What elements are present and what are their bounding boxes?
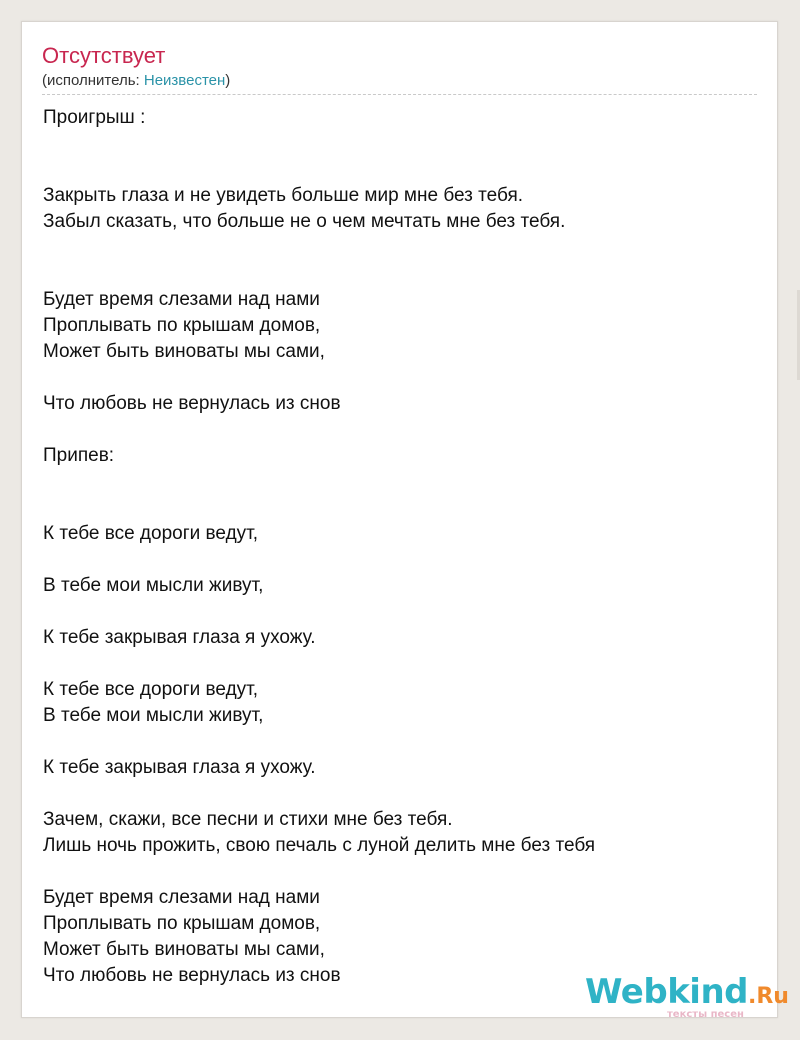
artist-suffix: ) [225,72,231,89]
artist-link[interactable]: Неизвестен [143,72,226,89]
song-title: Отсутствует [42,43,166,68]
logo-tagline: тексты песен [667,1009,744,1020]
lyrics-text: Проигрыш : Закрыть глаза и не увидеть больше мир мне без тебя. Забыл сказать, что больше не о чем мечтать мне без тебя. Будет время слезами над нами Проплывать по крышам домов, Может быть виноваты мы сами, Что любовь не вернулась из снов Припев: К тебе все дороги ведут, В тебе мои мысли живут, К тебе закрывая глаза я ухожу. К тебе все дороги ведут, В тебе мои мысли живут, К тебе закрывая глаза я ухожу. Зачем, скажи, все песни и стихи мне без тебя. Лишь ночь прожить, свою печаль с луной делить мне без тебя Будет время слезами над нами Проплывать по крышам домов, Может быть виноваты мы сами, Что любовь не вернулась из снов [43,107,596,986]
header-divider [42,94,757,95]
artist-prefix: (исполнитель: [42,72,144,89]
logo-suffix-text: .Ru [748,984,789,1009]
lyrics-card [21,21,789,1020]
artist-line [42,71,757,91]
webkind-logo[interactable] [585,972,789,1022]
song-header [42,42,757,91]
logo-main-text: Webkind [585,972,748,1012]
